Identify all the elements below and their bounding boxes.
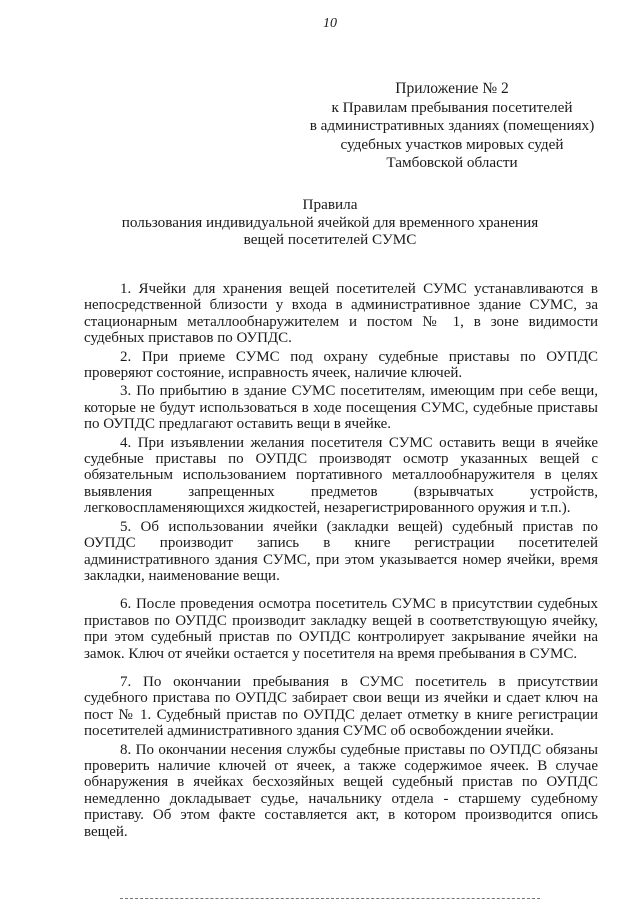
title-line: пользования индивидуальной ячейкой для временного хранения: [121, 213, 539, 231]
rules-body: [84, 281, 598, 842]
rule-paragraph-8: 8. По окончании несения службы судебные приставы по ОУПДС обязаны проверить наличие ключей от ячеек, а также содержимое ячеек. В случае обнаружения в ячейках бесхозяйных вещей судебный пристав по ОУПДС немедленно докладывает судье, начальнику отдела - старшему судебному приставу. Об этом факте составляется акт, в котором производится опись вещей.: [84, 741, 598, 840]
annex-line: в административных зданиях (помещениях): [309, 117, 595, 134]
page-bottom-divider: [120, 898, 540, 899]
rule-paragraph-3: 3. По прибытию в здание СУМС посетителям, имеющим при себе вещи, которые не будут использоваться в ходе посещения СУМС, судебные приставы по ОУПДС предлагают оставить вещи в ячейке.: [84, 383, 598, 433]
title-main: Правила: [302, 196, 358, 213]
rule-paragraph-5: 5. Об использовании ячейки (закладки вещей) судебный пристав по ОУПДС производит запись в книге регистрации посетителей административного здания СУМС, при этом указывается номер ячейки, время закладки, наименование вещи.: [84, 518, 598, 584]
annex-header: [302, 80, 602, 173]
rule-paragraph-6: 6. После проведения осмотра посетитель СУМС в присутствии судебных приставов по ОУПДС производит закладку вещей в соответствующую ячейку, при этом судебный пристав по ОУПДС контролирует закрывание ячейки на замок. Ключ от ячейки остается у посетителя на время пребывания в СУМС.: [84, 596, 598, 662]
document-title: [100, 196, 560, 249]
title-line: вещей посетителей СУМС: [243, 231, 417, 248]
annex-number: Приложение № 2: [395, 80, 509, 97]
rule-paragraph-1: 1. Ячейки для хранения вещей посетителей СУМС устанавливаются в непосредственной близости у входа в административное здание СУМС, за стационарным металлообнаружителем и постом № 1, в зоне видимости судебных приставов по ОУПДС.: [84, 281, 598, 347]
rule-paragraph-2: 2. При приеме СУМС под охрану судебные приставы по ОУПДС проверяют состояние, исправность ячеек, наличие ключей.: [84, 348, 598, 382]
annex-line: судебных участков мировых судей: [340, 135, 564, 153]
rule-paragraph-4: 4. При изъявлении желания посетителя СУМС оставить вещи в ячейке судебные приставы по ОУПДС производят осмотр указанных вещей с обязательным использованием портативного металлообнаружителя в целях выявления запрещенных предметов (взрывчатых устройств, легковоспламеняющихся жидкостей, незарегистрированного оружия и т.п.).: [84, 434, 598, 517]
page-number: 10: [323, 16, 337, 31]
rule-paragraph-7: 7. По окончании пребывания в СУМС посетитель в присутствии судебного пристава по ОУПДС забирает свои вещи из ячейки и сдает ключ на пост № 1. Судебный пристав по ОУПДС делает отметку в книге регистрации посетителей административного здания СУМС об освобождении ячейки.: [84, 673, 598, 740]
annex-line: к Правилам пребывания посетителей: [331, 98, 573, 116]
annex-line: Тамбовской области: [386, 154, 518, 171]
